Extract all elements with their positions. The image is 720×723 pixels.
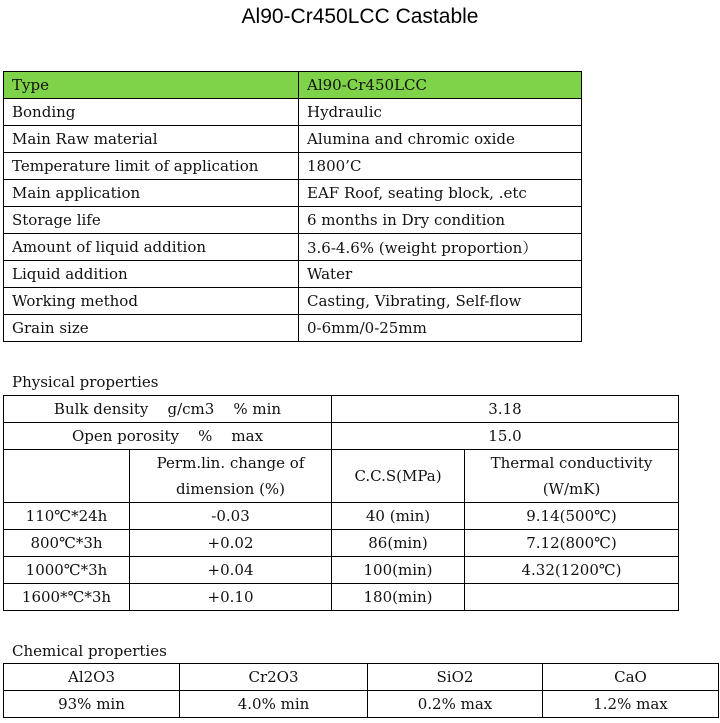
thermal-header: Thermal conductivity (W/mK) (465, 450, 679, 503)
chem-value: 1.2% max (543, 691, 719, 718)
chemical-properties-heading: Chemical properties (12, 642, 167, 660)
spec-value: Water (299, 261, 582, 288)
chem-value: 0.2% max (368, 691, 543, 718)
spec-value: 1800’C (299, 153, 582, 180)
table-row (4, 530, 679, 557)
spec-value: Alumina and chromic oxide (299, 126, 582, 153)
table-row (4, 503, 679, 530)
physical-properties-heading: Physical properties (12, 373, 159, 391)
spec-label: Working method (4, 288, 299, 315)
chemical-properties-table (3, 663, 719, 718)
plc-header: Perm.lin. change of dimension (%) (130, 450, 332, 503)
spec-label: Main application (4, 180, 299, 207)
ccs-cell: 86(min) (332, 530, 465, 557)
temp-header-empty (4, 450, 130, 503)
spec-label: Storage life (4, 207, 299, 234)
ccs-cell: 100(min) (332, 557, 465, 584)
plc-cell: +0.04 (130, 557, 332, 584)
table-row (4, 557, 679, 584)
page-title: Al90-Cr450LCC Castable (241, 5, 479, 28)
table-row (4, 315, 582, 342)
spec-value: 3.6-4.6% (weight proportion） (299, 234, 582, 261)
table-row (4, 423, 679, 450)
table-row (4, 180, 582, 207)
thermal-cell: 9.14(500℃) (465, 503, 679, 530)
spec-label: Amount of liquid addition (4, 234, 299, 261)
spec-value: 0-6mm/0-25mm (299, 315, 582, 342)
open-porosity-label: Open porosity % max (4, 423, 332, 450)
temp-cell: 1600*℃*3h (4, 584, 130, 611)
open-porosity-value: 15.0 (332, 423, 679, 450)
chem-value: 93% min (4, 691, 180, 718)
table-row (4, 261, 582, 288)
thermal-cell: 7.12(800℃) (465, 530, 679, 557)
table-header-row (4, 450, 679, 503)
spec-value: Hydraulic (299, 99, 582, 126)
spec-label: Temperature limit of application (4, 153, 299, 180)
table-row (4, 207, 582, 234)
plc-cell: +0.10 (130, 584, 332, 611)
table-row (4, 584, 679, 611)
spec-label: Main Raw material (4, 126, 299, 153)
spec-header-value: Al90-Cr450LCC (299, 72, 582, 99)
table-header-row (4, 664, 719, 691)
chem-value: 4.0% min (180, 691, 368, 718)
ccs-cell: 180(min) (332, 584, 465, 611)
table-row (4, 691, 719, 718)
chem-header: SiO2 (368, 664, 543, 691)
spec-value: Casting, Vibrating, Self-flow (299, 288, 582, 315)
spec-header-row (4, 72, 582, 99)
temp-cell: 800℃*3h (4, 530, 130, 557)
physical-properties-table (3, 395, 679, 611)
thermal-cell (465, 584, 679, 611)
chem-header: Al2O3 (4, 664, 180, 691)
spec-header-label: Type (4, 72, 299, 99)
chem-header: CaO (543, 664, 719, 691)
plc-cell: +0.02 (130, 530, 332, 557)
table-row (4, 396, 679, 423)
chem-header: Cr2O3 (180, 664, 368, 691)
spec-label: Bonding (4, 99, 299, 126)
table-row (4, 99, 582, 126)
spec-table (3, 71, 582, 342)
bulk-density-label: Bulk density g/cm3 % min (4, 396, 332, 423)
table-row (4, 234, 582, 261)
table-row (4, 288, 582, 315)
spec-label: Liquid addition (4, 261, 299, 288)
spec-label: Grain size (4, 315, 299, 342)
spec-value: 6 months in Dry condition (299, 207, 582, 234)
ccs-cell: 40 (min) (332, 503, 465, 530)
bulk-density-value: 3.18 (332, 396, 679, 423)
table-row (4, 126, 582, 153)
ccs-header: C.C.S(MPa) (332, 450, 465, 503)
temp-cell: 1000℃*3h (4, 557, 130, 584)
thermal-cell: 4.32(1200℃) (465, 557, 679, 584)
temp-cell: 110℃*24h (4, 503, 130, 530)
plc-cell: -0.03 (130, 503, 332, 530)
table-row (4, 153, 582, 180)
spec-value: EAF Roof, seating block, .etc (299, 180, 582, 207)
